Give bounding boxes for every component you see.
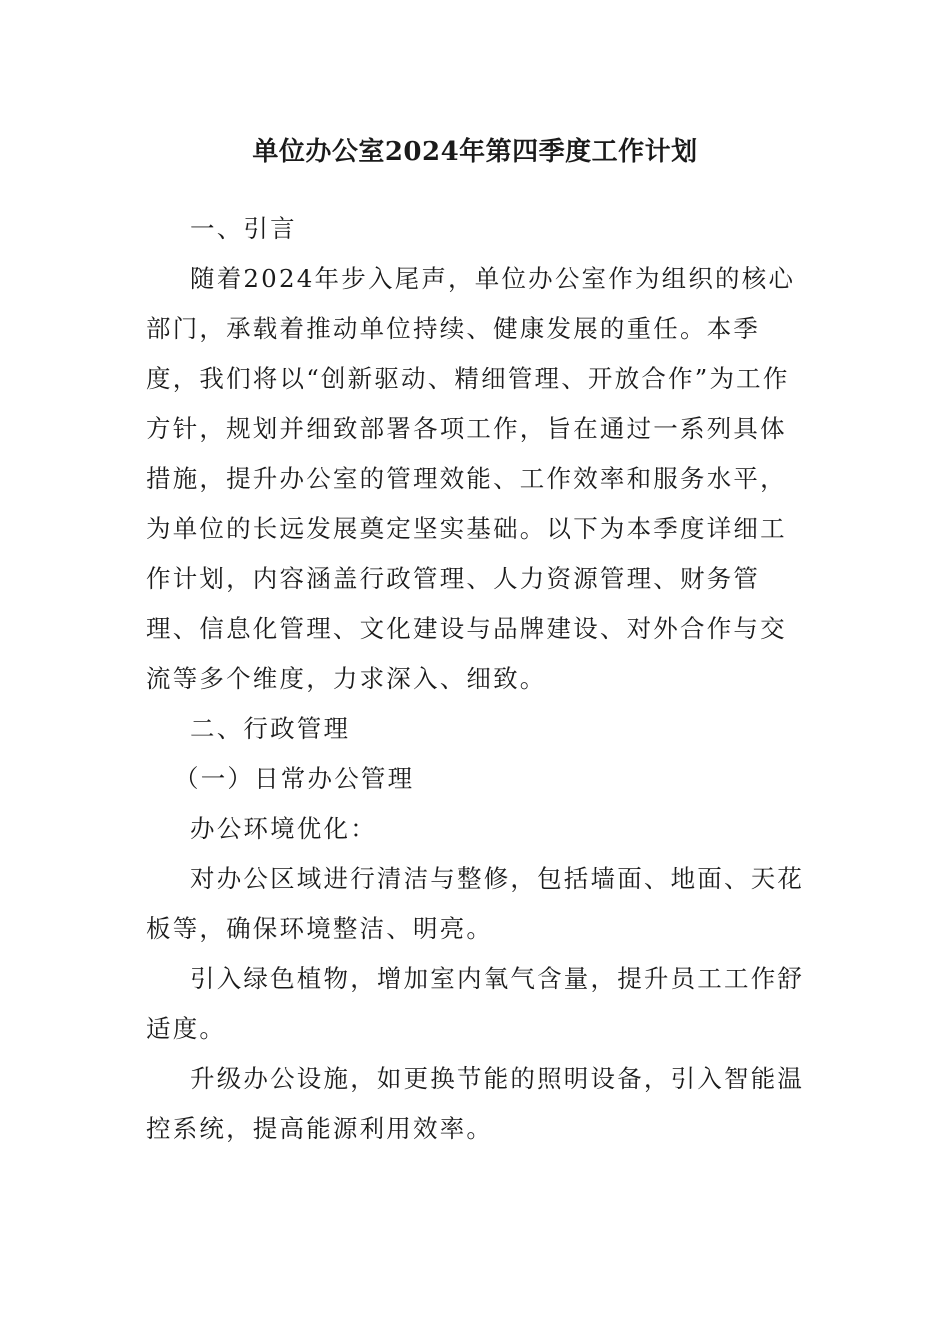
- paragraph-cleaning: 对办公区域进行清洁与整修，包括墙面、地面、天花板等，确保环境整洁、明亮。: [146, 864, 805, 943]
- paragraph-facilities: 升级办公设施，如更换节能的照明设备，引入智能温控系统，提高能源利用效率。: [146, 1064, 805, 1143]
- item-heading-environment: 办公环境优化：: [190, 814, 377, 843]
- document-body: [146, 204, 806, 1154]
- paragraph-plants: 引入绿色植物，增加室内氧气含量，提升员工工作舒适度。: [146, 964, 805, 1043]
- paragraph-introduction: 随着2024年步入尾声，单位办公室作为组织的核心部门，承载着推动单位持续、健康发展的重任。本季度，我们将以“创新驱动、精细管理、开放合作”为工作方针，规划并细致部署各项工作，旨在通过一系列具体措施，提升办公室的管理效能、工作效率和服务水平，为单位的长远发展奠定坚实基础。以下为本季度详细工作计划，内容涵盖行政管理、人力资源管理、财务管理、信息化管理、文化建设与品牌建设、对外合作与交流等多个维度，力求深入、细致。: [146, 264, 796, 693]
- subsection-heading-daily-office: （一）日常办公管理: [174, 764, 415, 793]
- document-title: 单位办公室2024年第四季度工作计划: [252, 137, 698, 167]
- section-heading-administration: 二、行政管理: [190, 714, 351, 743]
- section-heading-introduction: 一、引言: [190, 214, 297, 243]
